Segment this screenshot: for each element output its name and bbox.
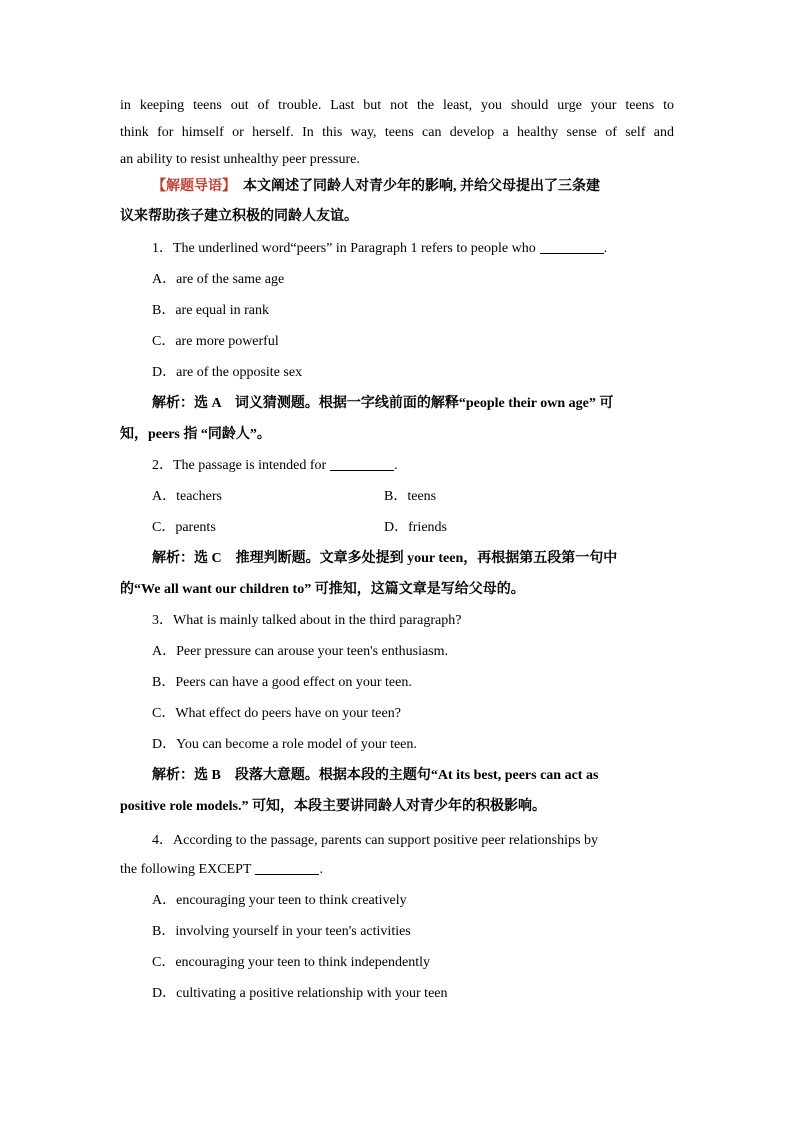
- option-b: B．Peers can have a good effect on your teen.: [152, 675, 412, 690]
- option-d: D．are of the opposite sex: [152, 365, 303, 380]
- question-stem: 4．According to the passage, parents can support positive peer relationships by: [152, 833, 598, 848]
- document-page: [120, 93, 674, 1012]
- guide-line: 议来帮助孩子建立积极的同龄人友谊。: [120, 209, 358, 224]
- question-stem: 1．The underlined word“peers” in Paragraph 1 refers to people who .: [152, 241, 608, 256]
- question-stem: 2．The passage is intended for .: [152, 458, 398, 473]
- option-a: A．teachers: [152, 489, 222, 504]
- passage-line: an ability to resist unhealthy peer pressure.: [120, 152, 360, 167]
- analysis-line: positive role models.” 可知，本段主要讲同龄人对青少年的积极影响。: [120, 799, 546, 814]
- passage-line: think for himself or herself. In this way, teens can develop a healthy sense of self and: [120, 125, 674, 140]
- question-stem: 3．What is mainly talked about in the third paragraph?: [152, 613, 462, 628]
- option-a: A．encouraging your teen to think creatively: [152, 893, 407, 908]
- option-c: C．are more powerful: [152, 334, 279, 349]
- option-d: D．cultivating a positive relationship with your teen: [152, 986, 448, 1001]
- option-row: [120, 515, 674, 546]
- option-a: A．are of the same age: [152, 272, 285, 287]
- guide-line: [120, 174, 674, 204]
- answer-blank: [540, 239, 604, 254]
- guide-text: 本文阐述了同龄人对青少年的影响, 并给父母提出了三条建: [243, 179, 600, 194]
- answer-blank: [330, 456, 394, 471]
- option-b: B．are equal in rank: [152, 303, 270, 318]
- analysis-line: 解析：选 A 词义猜测题。根据一字线前面的解释“people their own age” 可: [152, 396, 614, 411]
- option-c: C．What effect do peers have on your teen?: [152, 706, 401, 721]
- option-c: C．parents: [152, 520, 216, 535]
- question-stem-cont: the following EXCEPT .: [120, 862, 323, 877]
- analysis-line: 的“We all want our children to” 可推知，这篇文章是写给父母的。: [120, 582, 525, 597]
- analysis-line: 知，peers 指 “同龄人”。: [120, 427, 271, 442]
- option-a: A．Peer pressure can arouse your teen's enthusiasm.: [152, 644, 449, 659]
- option-c: C．encouraging your teen to think independently: [152, 955, 430, 970]
- option-d: D．You can become a role model of your teen.: [152, 737, 417, 752]
- answer-blank: [255, 860, 319, 875]
- option-row: [120, 484, 674, 515]
- option-b: B．involving yourself in your teen's activities: [152, 924, 411, 939]
- guide-label: 【解题导语】: [152, 179, 229, 194]
- option-b: B．teens: [384, 489, 437, 504]
- analysis-line: 解析：选 C 推理判断题。文章多处提到 your teen，再根据第五段第一句中: [152, 551, 618, 566]
- analysis-line: 解析：选 B 段落大意题。根据本段的主题句“At its best, peers can act as: [152, 768, 599, 783]
- option-d: D．friends: [384, 520, 447, 535]
- passage-line: in keeping teens out of trouble. Last but not the least, you should urge your teens to: [120, 98, 674, 113]
